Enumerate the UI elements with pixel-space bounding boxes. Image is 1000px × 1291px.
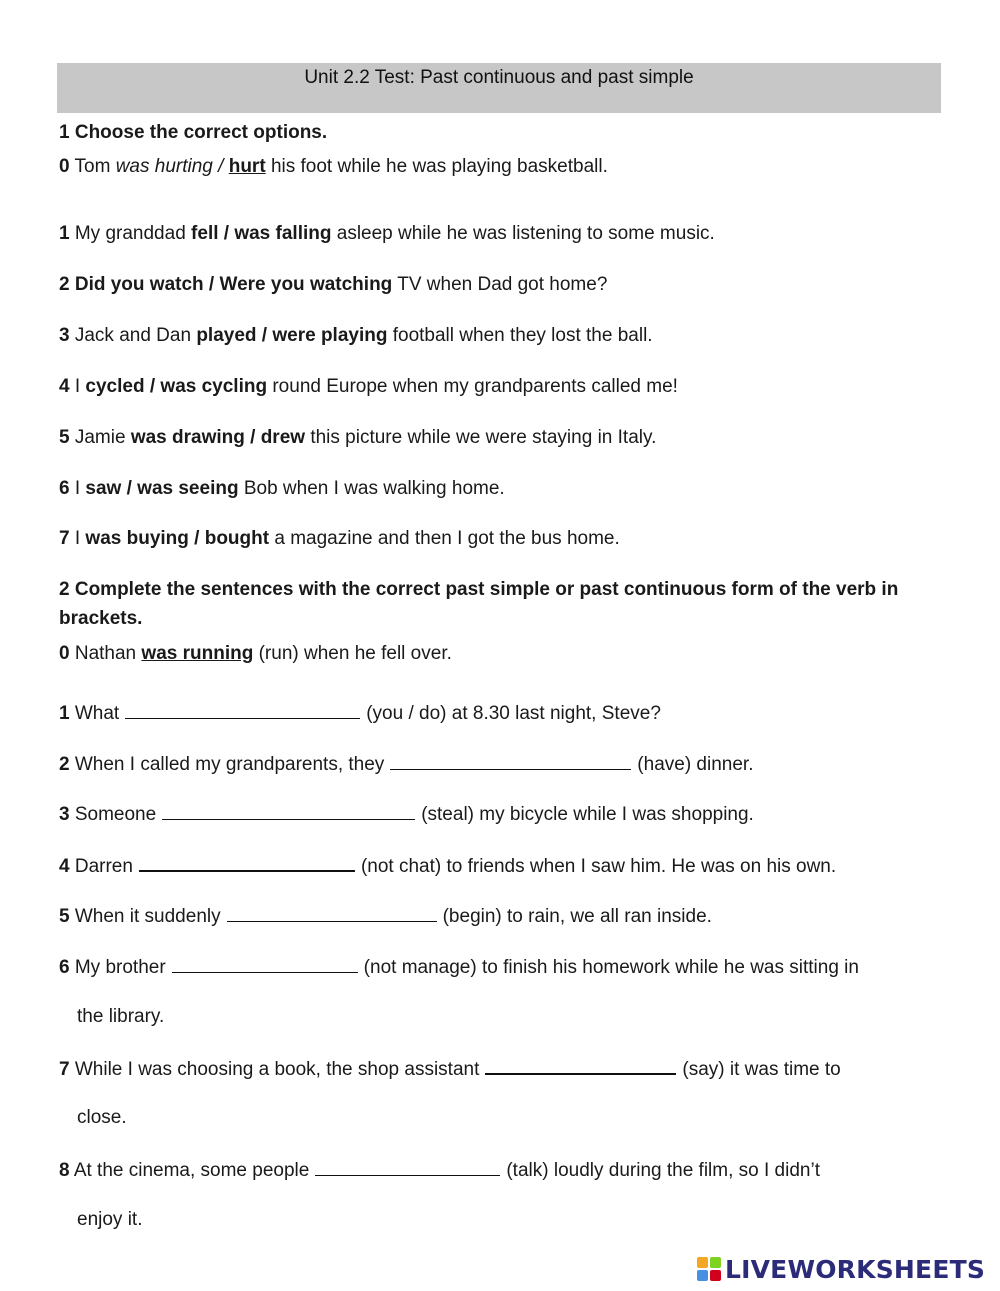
question-2-6-cont: the library. bbox=[77, 1006, 165, 1027]
section1-heading: 1 Choose the correct options. bbox=[59, 122, 328, 143]
answer-blank[interactable] bbox=[162, 801, 415, 820]
question-2-8-cont: enjoy it. bbox=[77, 1209, 143, 1230]
question-2-2: 2 When I called my grandparents, they (have) dinner. bbox=[59, 751, 753, 777]
logo-icon bbox=[697, 1257, 723, 1283]
answer-options[interactable]: was buying / bought bbox=[85, 528, 270, 549]
question-2-4: 4 Darren (not chat) to friends when I saw him. He was on his own. bbox=[59, 852, 836, 879]
question-1-4[interactable]: 4 I cycled / was cycling round Europe when my grandparents called me! bbox=[59, 376, 678, 397]
answer-options[interactable]: saw / was seeing bbox=[85, 478, 239, 499]
question-1-7[interactable]: 7 I was buying / bought a magazine and then I got the bus home. bbox=[59, 528, 620, 549]
question-1-3[interactable]: 3 Jack and Dan played / were playing football when they lost the ball. bbox=[59, 325, 653, 346]
question-1-5[interactable]: 5 Jamie was drawing / drew this picture while we were staying in Italy. bbox=[59, 427, 657, 448]
liveworksheets-logo bbox=[697, 1255, 993, 1283]
question-1-1[interactable]: 1 My granddad fell / was falling asleep while he was listening to some music. bbox=[59, 223, 715, 244]
answer-blank[interactable] bbox=[172, 954, 358, 973]
title-banner bbox=[57, 63, 941, 113]
answer-blank[interactable] bbox=[227, 903, 437, 922]
question-2-5: 5 When it suddenly (begin) to rain, we all ran inside. bbox=[59, 903, 712, 929]
logo-text: LIVEWORKSHEETS bbox=[725, 1255, 986, 1284]
section2-heading-cont: brackets. bbox=[59, 608, 143, 629]
page-title: Unit 2.2 Test: Past continuous and past simple bbox=[304, 67, 694, 88]
question-2-7: 7 While I was choosing a book, the shop assistant (say) it was time to bbox=[59, 1055, 841, 1082]
answer-options[interactable]: was drawing / drew bbox=[130, 427, 306, 448]
question-2-8: 8 At the cinema, some people (talk) loudly during the film, so I didn’t bbox=[59, 1157, 820, 1183]
answer-options[interactable]: Did you watch / Were you watching bbox=[74, 274, 393, 295]
answer-blank[interactable] bbox=[125, 700, 360, 719]
section1-example: 0 Tom was hurting / hurt his foot while he was playing basketball. bbox=[59, 156, 608, 177]
answer-options[interactable]: fell / was falling bbox=[191, 223, 332, 244]
question-2-1: 1 What (you / do) at 8.30 last night, Steve? bbox=[59, 700, 661, 726]
question-2-7-cont: close. bbox=[77, 1107, 127, 1128]
answer-options[interactable]: played / were playing bbox=[196, 325, 388, 346]
answer-options[interactable]: cycled / was cycling bbox=[85, 376, 268, 397]
answer-blank[interactable] bbox=[485, 1055, 676, 1075]
section2-example: 0 Nathan was running (run) when he fell over. bbox=[59, 643, 452, 664]
answer-blank[interactable] bbox=[315, 1157, 500, 1176]
answer-blank[interactable] bbox=[139, 852, 355, 872]
question-1-2[interactable]: 2 Did you watch / Were you watching TV when Dad got home? bbox=[59, 274, 608, 295]
question-1-6[interactable]: 6 I saw / was seeing Bob when I was walking home. bbox=[59, 478, 505, 499]
answer-blank[interactable] bbox=[390, 751, 631, 770]
question-2-3: 3 Someone (steal) my bicycle while I was shopping. bbox=[59, 801, 754, 827]
question-2-6: 6 My brother (not manage) to finish his homework while he was sitting in bbox=[59, 954, 859, 980]
section2-heading: 2 Complete the sentences with the correct past simple or past continuous form of the verb in bbox=[59, 579, 899, 600]
